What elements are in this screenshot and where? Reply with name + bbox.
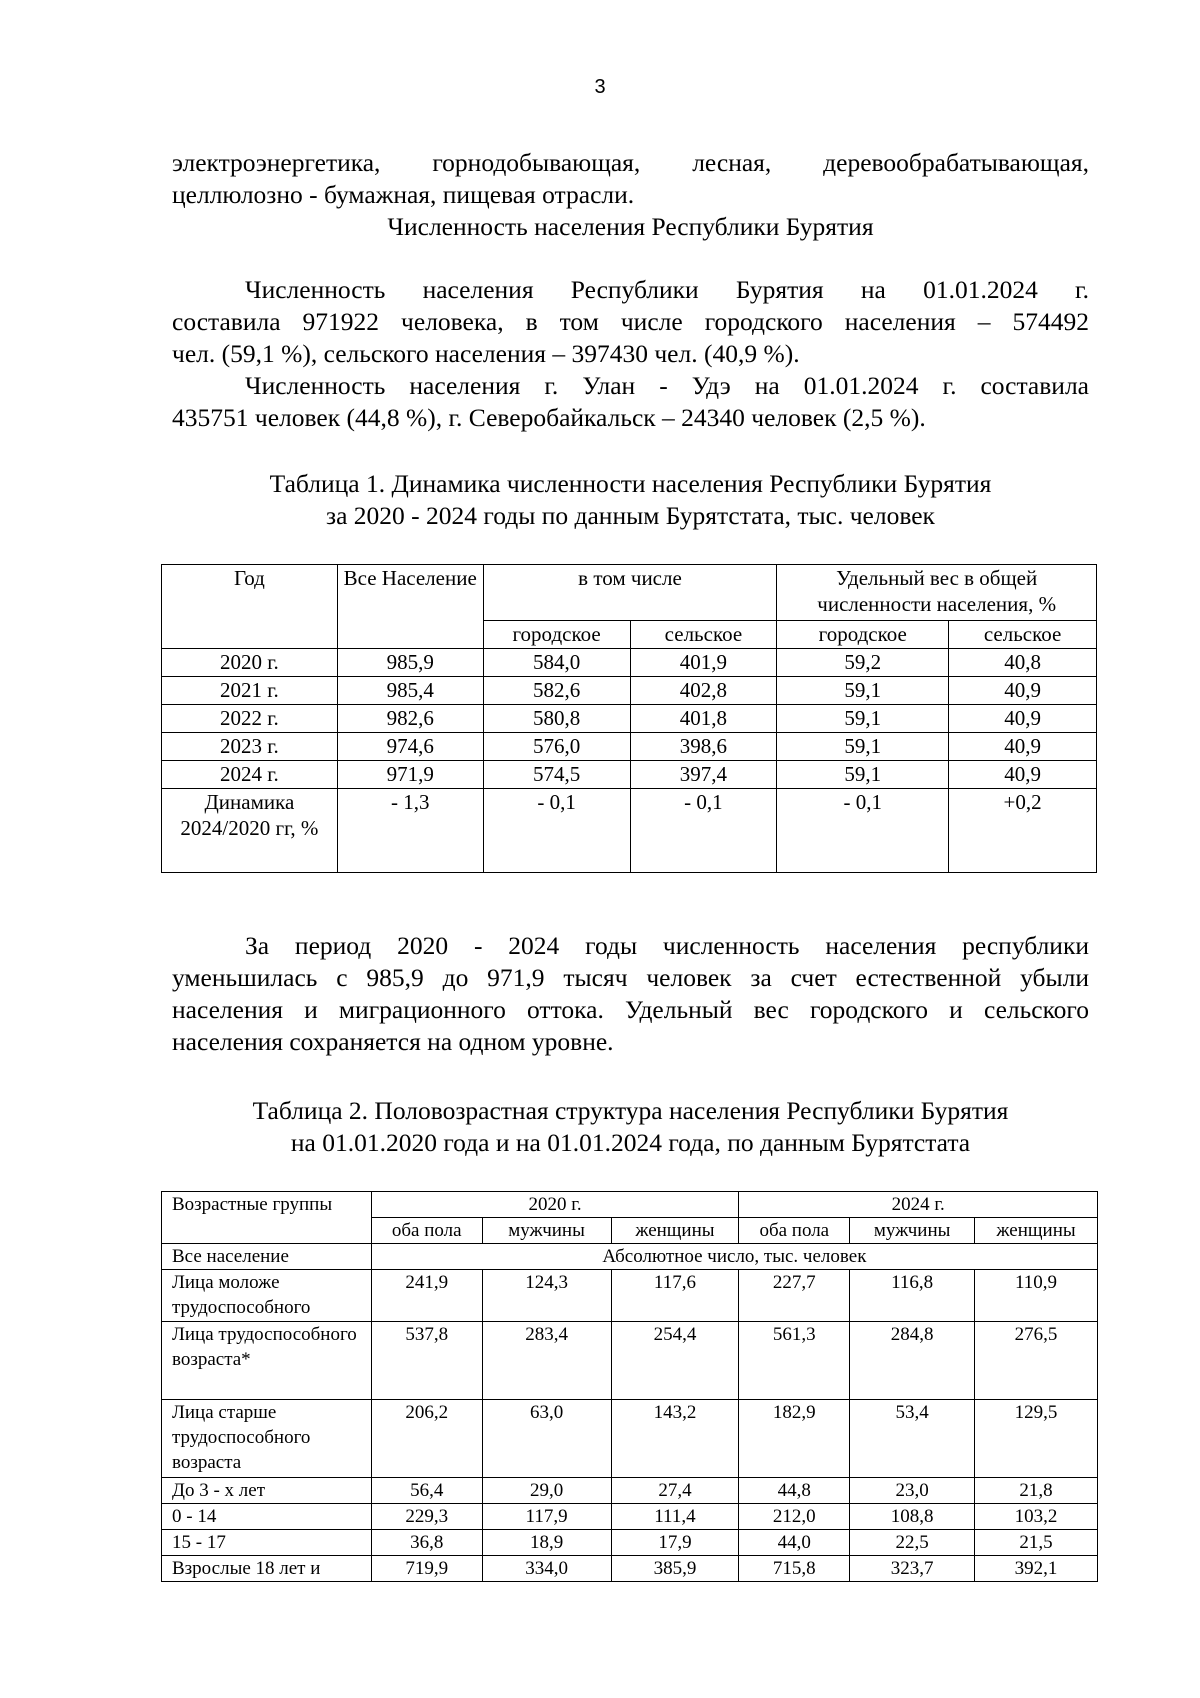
cell-value: 18,9 bbox=[482, 1530, 611, 1556]
cell-value: 561,3 bbox=[739, 1322, 850, 1400]
cell-urban-share: 59,2 bbox=[777, 649, 949, 677]
cell-year: 2020 г. bbox=[162, 649, 338, 677]
header-year-2020: 2020 г. bbox=[371, 1192, 739, 1218]
row-label-all-population: Все население bbox=[162, 1244, 372, 1270]
cell-all: 985,9 bbox=[337, 649, 483, 677]
table1-caption bbox=[172, 468, 1089, 532]
cell-value: 111,4 bbox=[611, 1504, 739, 1530]
header-both-sexes: оба пола bbox=[739, 1218, 850, 1244]
cell-value: 206,2 bbox=[371, 1400, 482, 1478]
cell-rural-share: 40,9 bbox=[949, 733, 1097, 761]
header-urban: городское bbox=[483, 621, 630, 649]
cell-year: 2024 г. bbox=[162, 761, 338, 789]
header-urban-share: городское bbox=[777, 621, 949, 649]
table-row bbox=[162, 733, 1097, 761]
cell-value: 719,9 bbox=[371, 1556, 482, 1582]
table-row bbox=[162, 1478, 1098, 1504]
row-label: Лица моложе трудоспособного bbox=[162, 1270, 372, 1322]
cell-all: 985,4 bbox=[337, 677, 483, 705]
cell-value: 27,4 bbox=[611, 1478, 739, 1504]
population-dynamics-table bbox=[161, 564, 1097, 873]
dynamics-row bbox=[162, 789, 1097, 873]
cell-all: 982,6 bbox=[337, 705, 483, 733]
table-row bbox=[162, 1270, 1098, 1322]
caption-line: Таблица 1. Динамика численности населения Республики Бурятия bbox=[269, 469, 992, 498]
row-label: Взрослые 18 лет и bbox=[162, 1556, 372, 1582]
text-line: 435751 человек (44,8 %), г. Северобайкальск – 24340 человек (2,5 %). bbox=[172, 403, 926, 432]
cell-value: 284,8 bbox=[850, 1322, 975, 1400]
cell-value: 334,0 bbox=[482, 1556, 611, 1582]
header-year-2024: 2024 г. bbox=[739, 1192, 1098, 1218]
cell-value: 108,8 bbox=[850, 1504, 975, 1530]
cell-urban: 584,0 bbox=[483, 649, 630, 677]
cell-value: 56,4 bbox=[371, 1478, 482, 1504]
population-paragraph bbox=[172, 274, 1089, 434]
table-row bbox=[162, 677, 1097, 705]
cell-value: 117,9 bbox=[482, 1504, 611, 1530]
row-label: Лица трудоспособного возраста* bbox=[162, 1322, 372, 1400]
text-line: составила 971922 человека, в том числе городского населения – 574492 bbox=[172, 307, 1089, 336]
cell-value: 129,5 bbox=[975, 1400, 1098, 1478]
cell-value: 117,6 bbox=[611, 1270, 739, 1322]
header-including: в том числе bbox=[483, 565, 777, 621]
cell-dynamics-label: Динамика 2024/2020 гг, % bbox=[162, 789, 338, 873]
header-rural-share: сельское bbox=[949, 621, 1097, 649]
cell-urban: 574,5 bbox=[483, 761, 630, 789]
header-age-groups: Возрастные группы bbox=[162, 1192, 372, 1244]
cell-urban: 580,8 bbox=[483, 705, 630, 733]
cell-rural: 398,6 bbox=[630, 733, 777, 761]
text-line: Численность населения Республики Бурятия на 01.01.2024 г. bbox=[245, 275, 1089, 304]
table2-caption bbox=[172, 1095, 1089, 1159]
row-label: Лица старше трудоспособного возраста bbox=[162, 1400, 372, 1478]
cell-value: 229,3 bbox=[371, 1504, 482, 1530]
row-label: До 3 - х лет bbox=[162, 1478, 372, 1504]
header-women: женщины bbox=[975, 1218, 1098, 1244]
cell-all: 974,6 bbox=[337, 733, 483, 761]
text-line: чел. (59,1 %), сельского населения – 397430 чел. (40,9 %). bbox=[172, 339, 800, 368]
cell-value: 276,5 bbox=[975, 1322, 1098, 1400]
cell-urban: 582,6 bbox=[483, 677, 630, 705]
header-both-sexes: оба пола bbox=[371, 1218, 482, 1244]
cell-value: 715,8 bbox=[739, 1556, 850, 1582]
table-row bbox=[162, 1530, 1098, 1556]
cell-value: 110,9 bbox=[975, 1270, 1098, 1322]
analysis-paragraph bbox=[172, 930, 1089, 1058]
table-row bbox=[162, 1400, 1098, 1478]
header-year: Год bbox=[162, 565, 338, 649]
cell-value: 385,9 bbox=[611, 1556, 739, 1582]
cell-rural-share: 40,9 bbox=[949, 761, 1097, 789]
cell-value: 103,2 bbox=[975, 1504, 1098, 1530]
row-label: 15 - 17 bbox=[162, 1530, 372, 1556]
cell-value: 227,7 bbox=[739, 1270, 850, 1322]
cell-value: 36,8 bbox=[371, 1530, 482, 1556]
cell-rural: 402,8 bbox=[630, 677, 777, 705]
cell-all: 971,9 bbox=[337, 761, 483, 789]
table-row bbox=[162, 761, 1097, 789]
caption-line: на 01.01.2020 года и на 01.01.2024 года, по данным Бурятстата bbox=[290, 1128, 971, 1157]
header-all-population: Все Население bbox=[337, 565, 483, 649]
cell-rural: 401,8 bbox=[630, 705, 777, 733]
header-men: мужчины bbox=[850, 1218, 975, 1244]
cell-urban-share: 59,1 bbox=[777, 677, 949, 705]
header-share: Удельный вес в общей численности населения, % bbox=[777, 565, 1097, 621]
table-row bbox=[162, 1322, 1098, 1400]
page-number: 3 bbox=[594, 76, 606, 98]
age-sex-structure-table bbox=[161, 1191, 1098, 1582]
cell-year: 2021 г. bbox=[162, 677, 338, 705]
header-rural: сельское bbox=[630, 621, 777, 649]
cell-value: 63,0 bbox=[482, 1400, 611, 1478]
table-row bbox=[162, 1504, 1098, 1530]
cell-rural-share: 40,8 bbox=[949, 649, 1097, 677]
cell-urban-share: 59,1 bbox=[777, 733, 949, 761]
cell-value: 17,9 bbox=[611, 1530, 739, 1556]
cell-value: 44,8 bbox=[739, 1478, 850, 1504]
cell-value: 254,4 bbox=[611, 1322, 739, 1400]
caption-line: Таблица 2. Половозрастная структура населения Республики Бурятия bbox=[252, 1096, 1009, 1125]
table-row bbox=[162, 649, 1097, 677]
text-line: электроэнергетика, горнодобывающая, лесная, деревообрабатывающая, bbox=[172, 148, 1089, 177]
cell-rural-share: +0,2 bbox=[949, 789, 1097, 873]
cell-urban: 576,0 bbox=[483, 733, 630, 761]
header-men: мужчины bbox=[482, 1218, 611, 1244]
cell-rural: 397,4 bbox=[630, 761, 777, 789]
cell-value: 212,0 bbox=[739, 1504, 850, 1530]
cell-value: 241,9 bbox=[371, 1270, 482, 1322]
cell-rural-share: 40,9 bbox=[949, 677, 1097, 705]
table-row bbox=[162, 705, 1097, 733]
cell-urban: - 0,1 bbox=[483, 789, 630, 873]
cell-value: 53,4 bbox=[850, 1400, 975, 1478]
cell-value: 23,0 bbox=[850, 1478, 975, 1504]
cell-urban-share: 59,1 bbox=[777, 761, 949, 789]
row-label: 0 - 14 bbox=[162, 1504, 372, 1530]
text-line: уменьшилась с 985,9 до 971,9 тысяч человек за счет естественной убыли bbox=[172, 963, 1089, 992]
cell-rural: - 0,1 bbox=[630, 789, 777, 873]
cell-value: 283,4 bbox=[482, 1322, 611, 1400]
cell-urban-share: - 0,1 bbox=[777, 789, 949, 873]
text-line: населения сохраняется на одном уровне. bbox=[172, 1027, 614, 1056]
cell-value: 21,5 bbox=[975, 1530, 1098, 1556]
cell-year: 2022 г. bbox=[162, 705, 338, 733]
cell-urban-share: 59,1 bbox=[777, 705, 949, 733]
header-women: женщины bbox=[611, 1218, 739, 1244]
cell-rural-share: 40,9 bbox=[949, 705, 1097, 733]
cell-value: 392,1 bbox=[975, 1556, 1098, 1582]
text-line: населения и миграционного оттока. Удельный вес городского и сельского bbox=[172, 995, 1089, 1024]
cell-all: - 1,3 bbox=[337, 789, 483, 873]
cell-value: 44,0 bbox=[739, 1530, 850, 1556]
cell-value: 21,8 bbox=[975, 1478, 1098, 1504]
cell-value: 143,2 bbox=[611, 1400, 739, 1478]
cell-value: 537,8 bbox=[371, 1322, 482, 1400]
cell-value: 116,8 bbox=[850, 1270, 975, 1322]
section-title: Численность населения Республики Бурятия bbox=[387, 212, 874, 241]
table-row bbox=[162, 1556, 1098, 1582]
cell-rural: 401,9 bbox=[630, 649, 777, 677]
text-line: За период 2020 - 2024 годы численность населения республики bbox=[245, 931, 1089, 960]
text-line: целлюлозно - бумажная, пищевая отрасли. bbox=[172, 180, 635, 209]
cell-value: 22,5 bbox=[850, 1530, 975, 1556]
cell-value: 124,3 bbox=[482, 1270, 611, 1322]
cell-year: 2023 г. bbox=[162, 733, 338, 761]
units-note: Абсолютное число, тыс. человек bbox=[371, 1244, 1097, 1270]
cell-value: 182,9 bbox=[739, 1400, 850, 1478]
caption-line: за 2020 - 2024 годы по данным Бурятстата, тыс. человек bbox=[326, 501, 935, 530]
text-line: Численность населения г. Улан - Удэ на 01.01.2024 г. составила bbox=[245, 371, 1089, 400]
intro-paragraph bbox=[172, 147, 1089, 211]
cell-value: 29,0 bbox=[482, 1478, 611, 1504]
cell-value: 323,7 bbox=[850, 1556, 975, 1582]
